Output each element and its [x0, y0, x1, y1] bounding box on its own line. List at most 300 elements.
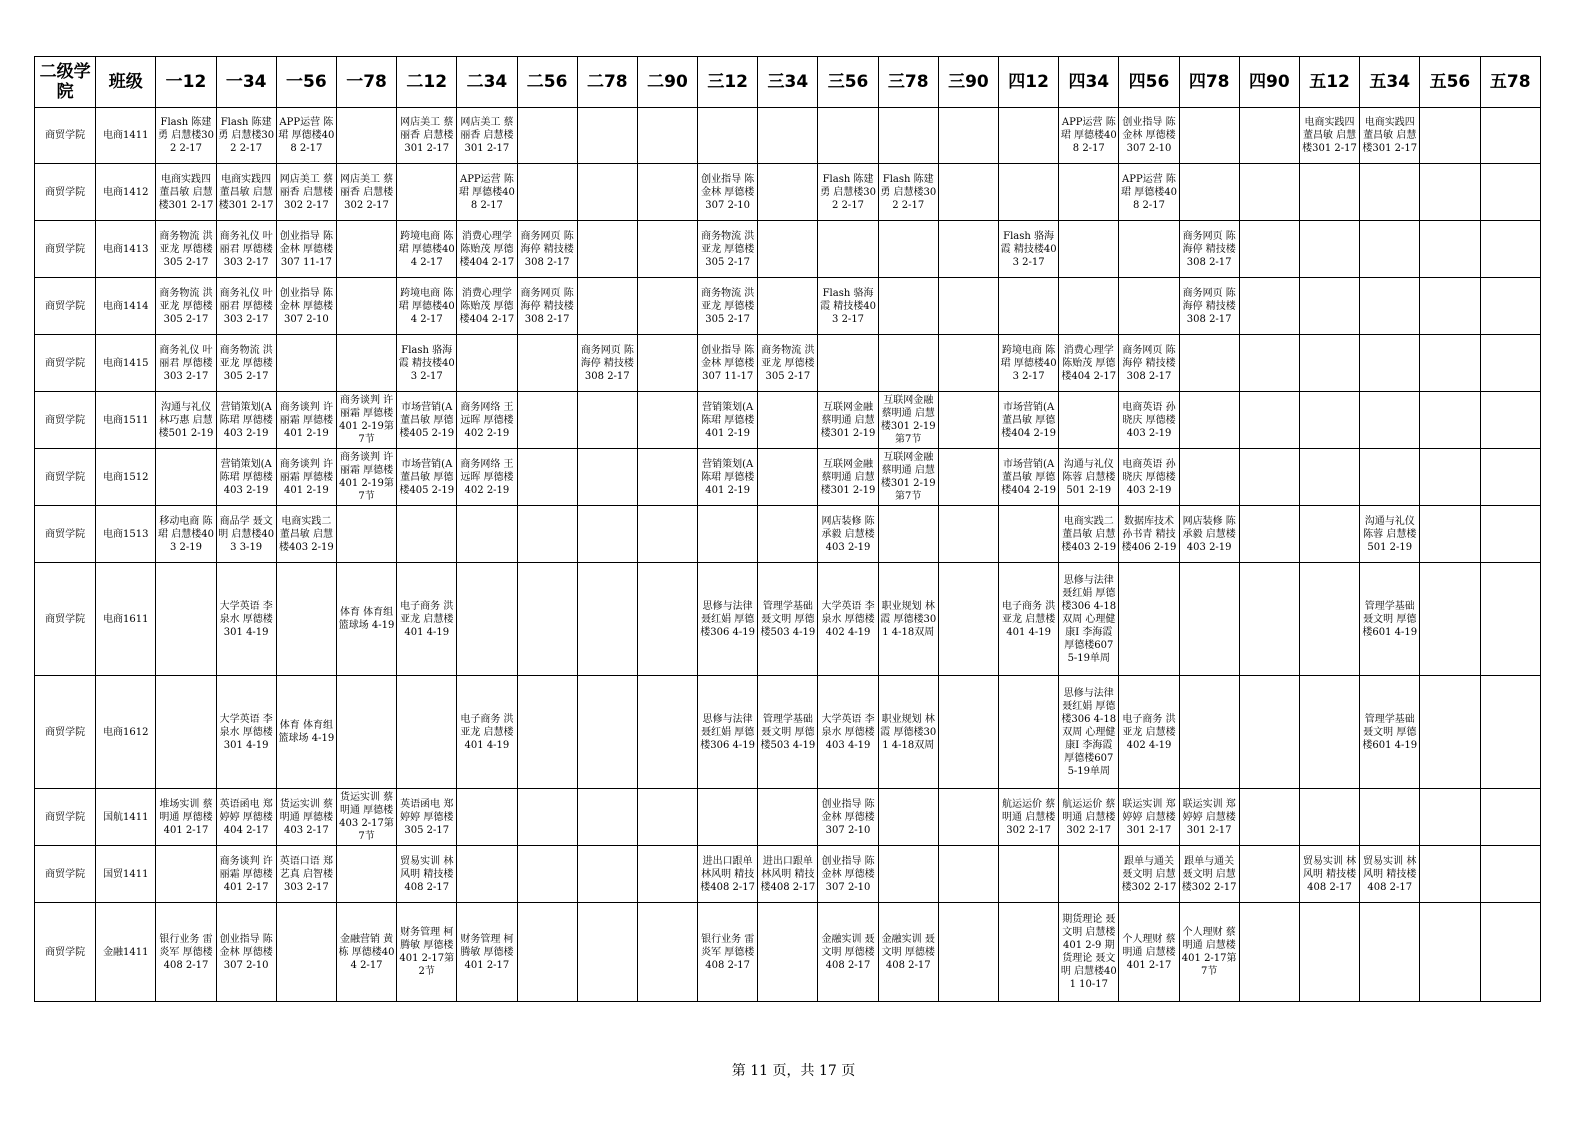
course-cell — [1239, 846, 1299, 903]
course-cell: 商务谈判 许丽霜 厚德楼401 2-19第7节 — [336, 449, 396, 506]
header-period: 四12 — [999, 57, 1059, 108]
course-cell — [1299, 164, 1359, 221]
course-cell — [1480, 335, 1540, 392]
course-cell — [1059, 164, 1119, 221]
course-cell — [1360, 221, 1420, 278]
course-cell — [457, 563, 517, 676]
course-cell — [1239, 506, 1299, 563]
course-cell — [1360, 392, 1420, 449]
course-cell — [637, 563, 697, 676]
course-cell — [1420, 392, 1480, 449]
course-cell — [999, 903, 1059, 1002]
class-cell: 国航1411 — [96, 789, 156, 846]
course-cell: 贸易实训 林风明 精技楼408 2-17 — [1299, 846, 1359, 903]
department-cell: 商贸学院 — [35, 789, 96, 846]
course-cell — [758, 164, 818, 221]
header-period: 五12 — [1299, 57, 1359, 108]
course-cell — [1299, 335, 1359, 392]
class-cell: 电商1415 — [96, 335, 156, 392]
course-cell — [938, 676, 998, 789]
course-cell — [336, 108, 396, 164]
course-cell: Flash 陈建勇 启慧楼302 2-17 — [818, 164, 878, 221]
course-cell: 互联网金融 蔡明通 启慧楼301 2-19 — [818, 392, 878, 449]
course-cell — [1480, 278, 1540, 335]
course-cell: Flash 陈建勇 启慧楼302 2-17 — [216, 108, 276, 164]
course-cell: 营销策划(A 陈珺 厚德楼403 2-19 — [216, 392, 276, 449]
course-cell: 电子商务 洪亚龙 启慧楼401 4-19 — [999, 563, 1059, 676]
course-cell — [1059, 846, 1119, 903]
course-cell — [1420, 278, 1480, 335]
course-cell — [457, 506, 517, 563]
course-cell — [1480, 221, 1540, 278]
course-cell — [1239, 164, 1299, 221]
course-cell: 互联网金融 蔡明通 启慧楼301 2-19第7节 — [878, 392, 938, 449]
course-cell: 管理学基础 聂文明 厚德楼601 4-19 — [1360, 563, 1420, 676]
course-cell: 堆场实训 蔡明通 厚德楼401 2-17 — [156, 789, 216, 846]
course-cell — [517, 335, 577, 392]
class-cell: 国贸1411 — [96, 846, 156, 903]
course-cell: 期货理论 聂文明 启慧楼401 2-9 期货理论 聂文明 启慧楼401 10-17 — [1059, 903, 1119, 1002]
course-cell — [577, 449, 637, 506]
course-cell — [698, 108, 758, 164]
course-cell — [878, 335, 938, 392]
course-cell — [156, 563, 216, 676]
course-cell — [1480, 449, 1540, 506]
course-cell — [938, 789, 998, 846]
header-period: 三34 — [758, 57, 818, 108]
course-cell: 沟通与礼仪 陈蓉 启慧楼501 2-19 — [1059, 449, 1119, 506]
course-cell: 管理学基础 聂文明 厚德楼601 4-19 — [1360, 676, 1420, 789]
course-cell — [1420, 563, 1480, 676]
course-cell — [336, 676, 396, 789]
course-cell: 商务谈判 许丽霜 厚德楼401 2-19 — [276, 449, 336, 506]
course-cell — [1059, 278, 1119, 335]
course-cell — [517, 563, 577, 676]
course-cell — [336, 278, 396, 335]
course-cell: 创业指导 陈金林 厚德楼307 11-17 — [698, 335, 758, 392]
department-cell: 商贸学院 — [35, 392, 96, 449]
course-cell — [577, 221, 637, 278]
course-cell — [1299, 563, 1359, 676]
course-cell — [1299, 449, 1359, 506]
course-cell — [577, 563, 637, 676]
course-cell: 管理学基础 聂文明 厚德楼503 4-19 — [758, 563, 818, 676]
course-cell — [1119, 278, 1179, 335]
table-row — [35, 846, 1541, 903]
course-cell — [938, 903, 998, 1002]
course-cell — [1119, 221, 1179, 278]
course-cell: 营销策划(A 陈珺 厚德楼403 2-19 — [216, 449, 276, 506]
course-cell: Flash 骆海霞 精技楼403 2-17 — [397, 335, 457, 392]
course-cell: Flash 陈建勇 启慧楼302 2-17 — [156, 108, 216, 164]
course-cell — [1420, 221, 1480, 278]
course-cell — [1299, 221, 1359, 278]
course-cell: 商务谈判 许丽霜 厚德楼401 2-19 — [276, 392, 336, 449]
course-cell: 商务礼仪 叶丽君 厚德楼303 2-17 — [156, 335, 216, 392]
course-cell: 航运运价 蔡明通 启慧楼302 2-17 — [999, 789, 1059, 846]
course-cell — [577, 108, 637, 164]
class-cell: 电商1412 — [96, 164, 156, 221]
course-cell — [1420, 449, 1480, 506]
course-cell — [1480, 164, 1540, 221]
course-cell — [758, 278, 818, 335]
course-cell: APP运营 陈珺 厚德楼408 2-17 — [276, 108, 336, 164]
course-cell — [1480, 108, 1540, 164]
course-cell — [397, 164, 457, 221]
course-cell — [758, 449, 818, 506]
department-cell: 商贸学院 — [35, 278, 96, 335]
course-cell: 网店美工 蔡丽香 启慧楼301 2-17 — [397, 108, 457, 164]
course-cell: 贸易实训 林风明 精技楼408 2-17 — [397, 846, 457, 903]
course-cell: 创业指导 陈金林 厚德楼307 2-10 — [276, 278, 336, 335]
course-cell — [517, 846, 577, 903]
header-period: 一34 — [216, 57, 276, 108]
table-row — [35, 108, 1541, 164]
header-period: 二56 — [517, 57, 577, 108]
course-cell — [1480, 563, 1540, 676]
course-cell — [818, 335, 878, 392]
course-cell: 市场营销(A 董昌敏 厚德楼404 2-19 — [999, 449, 1059, 506]
page-footer — [0, 1060, 1587, 1080]
course-cell: Flash 骆海霞 精技楼403 2-17 — [818, 278, 878, 335]
course-cell: 联运实训 郑婷婷 启慧楼301 2-17 — [1179, 789, 1239, 846]
course-cell — [276, 335, 336, 392]
course-cell — [156, 676, 216, 789]
course-cell — [577, 789, 637, 846]
course-cell — [1179, 392, 1239, 449]
course-cell — [818, 108, 878, 164]
course-cell: 创业指导 陈金林 厚德楼307 2-10 — [216, 903, 276, 1002]
course-cell: 创业指导 陈金林 厚德楼307 2-10 — [818, 789, 878, 846]
course-cell: APP运营 陈珺 厚德楼408 2-17 — [457, 164, 517, 221]
course-cell — [818, 221, 878, 278]
course-cell — [276, 903, 336, 1002]
course-cell — [1179, 676, 1239, 789]
course-cell: 商务网络 王远晖 厚德楼402 2-19 — [457, 392, 517, 449]
table-row — [35, 903, 1541, 1002]
course-cell — [517, 506, 577, 563]
course-cell: 消费心理学 陈贻茂 厚德楼404 2-17 — [457, 278, 517, 335]
course-cell: 营销策划(A 陈珺 厚德楼401 2-19 — [698, 449, 758, 506]
course-cell — [999, 846, 1059, 903]
table-row — [35, 789, 1541, 846]
course-cell: 货运实训 蔡明通 厚德楼403 2-17 — [276, 789, 336, 846]
course-cell: 大学英语 李泉水 厚德楼301 4-19 — [216, 563, 276, 676]
course-cell: 思修与法律 聂红娟 厚德楼306 4-18双周 心理健康Ⅰ 李海霞 厚德楼607 5-19单周 — [1059, 676, 1119, 789]
course-cell: 英语函电 郑婷婷 厚德楼305 2-17 — [397, 789, 457, 846]
course-cell — [758, 221, 818, 278]
course-cell: 跨境电商 陈珺 厚德楼403 2-17 — [999, 335, 1059, 392]
course-cell — [758, 903, 818, 1002]
course-cell — [878, 506, 938, 563]
course-cell: 财务管理 柯腾敏 厚德楼401 2-17 — [457, 903, 517, 1002]
course-cell: 创业指导 陈金林 厚德楼307 11-17 — [276, 221, 336, 278]
course-cell: 体育 体育组 篮球场 4-19 — [276, 676, 336, 789]
course-cell — [1360, 335, 1420, 392]
course-cell: 货运实训 蔡明通 厚德楼403 2-17第7节 — [336, 789, 396, 846]
course-cell: APP运营 陈珺 厚德楼408 2-17 — [1059, 108, 1119, 164]
header-period: 五78 — [1480, 57, 1540, 108]
course-cell: 电商英语 孙晓庆 厚德楼403 2-19 — [1119, 392, 1179, 449]
course-cell: 商务物流 洪亚龙 厚德楼305 2-17 — [216, 335, 276, 392]
course-cell — [878, 846, 938, 903]
course-cell — [1239, 221, 1299, 278]
course-cell: 商务礼仪 叶丽君 厚德楼303 2-17 — [216, 221, 276, 278]
course-cell: 思修与法律 聂红娟 厚德楼306 4-18双周 心理健康Ⅰ 李海霞 厚德楼607 5-19单周 — [1059, 563, 1119, 676]
department-cell: 商贸学院 — [35, 846, 96, 903]
table-row — [35, 278, 1541, 335]
course-cell: 跨境电商 陈珺 厚德楼404 2-17 — [397, 221, 457, 278]
course-cell — [1480, 676, 1540, 789]
course-cell — [1179, 563, 1239, 676]
course-cell — [1420, 108, 1480, 164]
class-cell: 电商1612 — [96, 676, 156, 789]
course-cell: 创业指导 陈金林 厚德楼307 2-10 — [1119, 108, 1179, 164]
course-cell: 商务网页 陈海停 精技楼308 2-17 — [577, 335, 637, 392]
course-cell: 商务物流 洪亚龙 厚德楼305 2-17 — [156, 278, 216, 335]
course-cell: 电商实践二 董昌敏 启慧楼403 2-19 — [1059, 506, 1119, 563]
course-cell: 贸易实训 林风明 精技楼408 2-17 — [1360, 846, 1420, 903]
course-cell — [517, 903, 577, 1002]
course-cell — [938, 221, 998, 278]
course-cell — [637, 164, 697, 221]
course-cell: 跨境电商 陈珺 厚德楼404 2-17 — [397, 278, 457, 335]
class-cell: 电商1611 — [96, 563, 156, 676]
course-cell — [698, 506, 758, 563]
course-cell: 电商英语 孙晓庆 厚德楼403 2-19 — [1119, 449, 1179, 506]
course-cell — [276, 563, 336, 676]
course-cell — [1299, 506, 1359, 563]
course-cell: 商务物流 洪亚龙 厚德楼305 2-17 — [698, 221, 758, 278]
course-cell — [938, 449, 998, 506]
course-cell — [577, 506, 637, 563]
course-cell — [1299, 903, 1359, 1002]
course-cell — [517, 676, 577, 789]
department-cell: 商贸学院 — [35, 903, 96, 1002]
course-cell: 思修与法律 聂红娟 厚德楼306 4-19 — [698, 563, 758, 676]
header-department: 二级学院 — [35, 57, 96, 108]
course-cell — [637, 108, 697, 164]
header-period: 二78 — [577, 57, 637, 108]
course-cell: 市场营销(A 董昌敏 厚德楼405 2-19 — [397, 392, 457, 449]
course-cell — [878, 108, 938, 164]
course-cell — [938, 506, 998, 563]
course-cell — [637, 846, 697, 903]
course-cell — [1239, 335, 1299, 392]
table-row — [35, 392, 1541, 449]
course-cell: 营销策划(A 陈珺 厚德楼401 2-19 — [698, 392, 758, 449]
course-cell: Flash 陈建勇 启慧楼302 2-17 — [878, 164, 938, 221]
class-cell: 电商1512 — [96, 449, 156, 506]
course-cell — [637, 506, 697, 563]
class-cell: 金融1411 — [96, 903, 156, 1002]
department-cell: 商贸学院 — [35, 563, 96, 676]
class-cell: 电商1513 — [96, 506, 156, 563]
course-cell — [1179, 335, 1239, 392]
course-cell — [457, 335, 517, 392]
course-cell — [1179, 449, 1239, 506]
course-cell — [1360, 789, 1420, 846]
header-period: 三90 — [938, 57, 998, 108]
course-cell — [1239, 563, 1299, 676]
course-cell — [1239, 108, 1299, 164]
course-cell: 大学英语 李泉水 厚德楼402 4-19 — [818, 563, 878, 676]
course-cell — [1420, 335, 1480, 392]
course-cell: 网店美工 蔡丽香 启慧楼302 2-17 — [336, 164, 396, 221]
course-cell: 创业指导 陈金林 厚德楼307 2-10 — [698, 164, 758, 221]
header-period: 五56 — [1420, 57, 1480, 108]
header-period: 一12 — [156, 57, 216, 108]
course-cell: 商务网络 王远晖 厚德楼402 2-19 — [457, 449, 517, 506]
course-cell: 电子商务 洪亚龙 启慧楼401 4-19 — [457, 676, 517, 789]
course-cell: 网店美工 蔡丽香 启慧楼302 2-17 — [276, 164, 336, 221]
timetable — [34, 56, 1541, 1002]
course-cell: 互联网金融 蔡明通 启慧楼301 2-19第7节 — [878, 449, 938, 506]
course-cell — [999, 108, 1059, 164]
course-cell: 大学英语 李泉水 厚德楼301 4-19 — [216, 676, 276, 789]
course-cell — [457, 846, 517, 903]
course-cell: 思修与法律 聂红娟 厚德楼306 4-19 — [698, 676, 758, 789]
course-cell: 商务谈判 许丽霜 厚德楼401 2-17 — [216, 846, 276, 903]
course-cell: 职业规划 林霞 厚德楼301 4-18双周 — [878, 676, 938, 789]
course-cell: 创业指导 陈金林 厚德楼307 2-10 — [818, 846, 878, 903]
course-cell: 电商实践四 董昌敏 启慧楼301 2-17 — [216, 164, 276, 221]
course-cell: 跟单与通关 聂文明 启慧楼302 2-17 — [1179, 846, 1239, 903]
course-cell — [637, 335, 697, 392]
course-cell — [999, 676, 1059, 789]
course-cell — [758, 392, 818, 449]
course-cell — [758, 108, 818, 164]
course-cell — [758, 789, 818, 846]
course-cell: 网店装修 陈承毅 启慧楼403 2-19 — [1179, 506, 1239, 563]
course-cell: 商务网页 陈海停 精技楼308 2-17 — [1119, 335, 1179, 392]
course-cell: 电商实践四 董昌敏 启慧楼301 2-17 — [156, 164, 216, 221]
header-period: 二34 — [457, 57, 517, 108]
course-cell — [577, 164, 637, 221]
course-cell — [517, 164, 577, 221]
course-cell — [1239, 676, 1299, 789]
class-cell: 电商1414 — [96, 278, 156, 335]
course-cell — [1299, 676, 1359, 789]
course-cell: 商务网页 陈海停 精技楼308 2-17 — [517, 278, 577, 335]
course-cell — [1239, 789, 1299, 846]
table-row — [35, 676, 1541, 789]
course-cell — [1239, 278, 1299, 335]
header-period: 三56 — [818, 57, 878, 108]
department-cell: 商贸学院 — [35, 335, 96, 392]
course-cell — [577, 846, 637, 903]
course-cell: 商务谈判 许丽霜 厚德楼401 2-19第7节 — [336, 392, 396, 449]
header-period: 四90 — [1239, 57, 1299, 108]
course-cell — [1420, 846, 1480, 903]
course-cell — [517, 392, 577, 449]
course-cell: 网店美工 蔡丽香 启慧楼301 2-17 — [457, 108, 517, 164]
course-cell: 个人理财 蔡明通 启慧楼401 2-17 — [1119, 903, 1179, 1002]
course-cell: 商务网页 陈海停 精技楼308 2-17 — [1179, 221, 1239, 278]
header-period: 四56 — [1119, 57, 1179, 108]
course-cell — [156, 449, 216, 506]
course-cell — [1480, 392, 1540, 449]
course-cell — [938, 335, 998, 392]
header-period: 五34 — [1360, 57, 1420, 108]
course-cell — [517, 789, 577, 846]
table-row — [35, 449, 1541, 506]
course-cell: 联运实训 郑婷婷 启慧楼301 2-17 — [1119, 789, 1179, 846]
course-cell — [1059, 221, 1119, 278]
department-cell: 商贸学院 — [35, 108, 96, 164]
table-row — [35, 506, 1541, 563]
table-row — [35, 221, 1541, 278]
course-cell — [1480, 506, 1540, 563]
department-cell: 商贸学院 — [35, 676, 96, 789]
course-cell — [637, 903, 697, 1002]
course-cell: 电商实践二 董昌敏 启慧楼403 2-19 — [276, 506, 336, 563]
course-cell — [457, 789, 517, 846]
course-cell: 航运运价 蔡明通 启慧楼302 2-17 — [1059, 789, 1119, 846]
header-period: 二90 — [637, 57, 697, 108]
course-cell — [1420, 789, 1480, 846]
course-cell: 商务物流 洪亚龙 厚德楼305 2-17 — [758, 335, 818, 392]
course-cell — [1299, 789, 1359, 846]
course-cell — [758, 506, 818, 563]
course-cell — [1179, 108, 1239, 164]
course-cell: 大学英语 李泉水 厚德楼403 4-19 — [818, 676, 878, 789]
course-cell: 商务网页 陈海停 精技楼308 2-17 — [517, 221, 577, 278]
table-body — [35, 108, 1541, 1002]
department-cell: 商贸学院 — [35, 164, 96, 221]
course-cell: 网店装修 陈承毅 启慧楼403 2-19 — [818, 506, 878, 563]
course-cell: 沟通与礼仪 林巧惠 启慧楼501 2-19 — [156, 392, 216, 449]
course-cell — [517, 108, 577, 164]
course-cell — [577, 676, 637, 789]
header-period: 一78 — [336, 57, 396, 108]
course-cell — [698, 789, 758, 846]
course-cell — [397, 676, 457, 789]
course-cell — [1420, 903, 1480, 1002]
header-period: 四34 — [1059, 57, 1119, 108]
department-cell: 商贸学院 — [35, 221, 96, 278]
course-cell — [637, 676, 697, 789]
course-cell — [1420, 676, 1480, 789]
course-cell — [999, 506, 1059, 563]
course-cell: 电子商务 洪亚龙 启慧楼402 4-19 — [1119, 676, 1179, 789]
course-cell — [1360, 164, 1420, 221]
course-cell: 电商实践四 董昌敏 启慧楼301 2-17 — [1299, 108, 1359, 164]
course-cell — [938, 392, 998, 449]
department-cell: 商贸学院 — [35, 449, 96, 506]
course-cell — [1420, 164, 1480, 221]
course-cell: 金融营销 黄栋 厚德楼404 2-17 — [336, 903, 396, 1002]
course-cell — [1059, 392, 1119, 449]
page-number: 第 11 页，共 17 页 — [731, 1063, 856, 1079]
course-cell — [938, 108, 998, 164]
table-row — [35, 335, 1541, 392]
course-cell: 银行业务 雷炎军 厚德楼408 2-17 — [156, 903, 216, 1002]
course-cell — [517, 449, 577, 506]
header-period: 四78 — [1179, 57, 1239, 108]
course-cell: 英语函电 郑婷婷 厚德楼404 2-17 — [216, 789, 276, 846]
course-cell — [637, 221, 697, 278]
course-cell: 商务网页 陈海停 精技楼308 2-17 — [1179, 278, 1239, 335]
course-cell — [397, 506, 457, 563]
course-cell: 消费心理学 陈贻茂 厚德楼404 2-17 — [457, 221, 517, 278]
department-cell: 商贸学院 — [35, 506, 96, 563]
course-cell — [577, 278, 637, 335]
course-cell — [637, 392, 697, 449]
course-cell: 商务物流 洪亚龙 厚德楼305 2-17 — [156, 221, 216, 278]
course-cell: 银行业务 雷炎军 厚德楼408 2-17 — [698, 903, 758, 1002]
course-cell: 进出口跟单 林风明 精技楼408 2-17 — [758, 846, 818, 903]
